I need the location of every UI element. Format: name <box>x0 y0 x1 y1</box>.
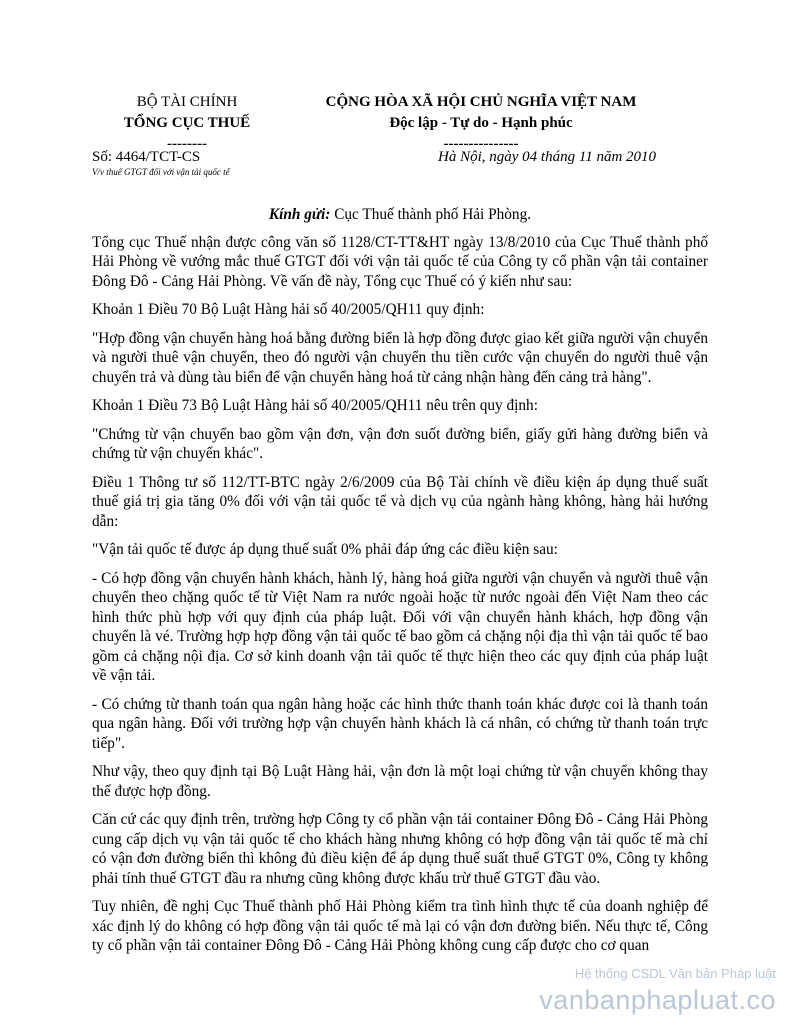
department-name: TỔNG CỤC THUẾ <box>123 115 251 131</box>
recipient-label: Kính gửi: <box>268 206 331 223</box>
paragraph: Khoản 1 Điều 70 Bộ Luật Hàng hải số 40/2005/QH11 quy định: <box>92 301 485 318</box>
agency-divider: -------- <box>167 136 207 152</box>
paragraph: Tổng cục Thuế nhận được công văn số 1128/CT-TT&HT ngày 13/8/2010 của Cục Thuế thành phố Hải Phòng về vướng mắc thuế GTGT đối với vận tải quốc tế của Công ty cổ phần vận tải container Đông Đô - Cảng Hải Phòng. Về vấn đề này, Tổng cục Thuế có ý kiến như sau: <box>92 233 708 290</box>
document-subject: V/v thuế GTGT đối với vận tải quốc tế <box>92 167 230 177</box>
paragraph: - Có hợp đồng vận chuyển hành khách, hành lý, hàng hoá giữa người vận chuyển và người thuê vận chuyển theo chặng quốc tế từ Việt Nam ra nước ngoài hoặc từ nước ngoài đến Việt Nam theo các hình thức phù hợp với quy định của pháp luật. Đối với vận chuyển hành khách, hợp đồng vận chuyển là vé. Trường hợp hợp đồng vận tải quốc tế bao gồm cả chặng nội địa thì vận tải quốc tế bao gồm cả chặng nội địa. Cơ sở kinh doanh vận tải quốc tế thực hiện theo các quy định của pháp luật về vận tải. <box>92 569 708 684</box>
document-number: Số: 4464/TCT-CS <box>92 149 201 165</box>
paragraph: Như vậy, theo quy định tại Bộ Luật Hàng hải, vận đơn là một loại chứng từ vận chuyển không thay thế được hợp đồng. <box>92 763 708 800</box>
site-watermark <box>539 966 776 1016</box>
motto: Độc lập - Tự do - Hạnh phúc <box>389 115 573 131</box>
watermark-site-name: vanbanphapluat.co <box>539 985 776 1015</box>
recipient-line <box>92 205 708 225</box>
document-date: Hà Nội, ngày 04 tháng 11 năm 2010 <box>438 149 657 165</box>
paragraph: Tuy nhiên, đề nghị Cục Thuế thành phố Hải Phòng kiểm tra tình hình thực tế của doanh nghiệp để xác định lý do không có hợp đồng vận tải quốc tế mà lại có vận đơn đường biển. Nếu thực tế, Công ty cổ phần vận tải container Đông Đô - Cảng Hải Phòng không cung cấp được cho cơ quan <box>92 898 708 954</box>
paragraph: - Có chứng từ thanh toán qua ngân hàng hoặc các hình thức thanh toán khác được coi là thanh toán qua ngân hàng. Đối với trường hợp vận chuyển hành khách là cá nhân, có chứng từ thanh toán trực tiếp". <box>92 695 708 752</box>
ministry-name: BỘ TÀI CHÍNH <box>136 94 238 110</box>
watermark-tagline: Hệ thống CSDL Văn bản Pháp luật <box>574 966 776 981</box>
paragraph: Căn cứ các quy định trên, trường hợp Công ty cổ phần vận tải container Đông Đô - Cảng Hải Phòng cung cấp dịch vụ vận tải quốc tế cho khách hàng nhưng không có hợp đồng vận tải quốc tế mà chỉ có vận đơn đường biển thì không đủ điều kiện để áp dụng thuế suất thuế GTGT 0%, Công ty không phải tính thuế GTGT đầu ra nhưng cũng không được khấu trừ thuế GTGT đầu vào. <box>92 811 708 887</box>
paragraph: "Chứng từ vận chuyển bao gồm vận đơn, vận đơn suốt đường biển, giấy gửi hàng đường biển và chứng từ vận chuyển khác". <box>92 425 708 462</box>
document-body <box>92 205 708 965</box>
country-name: CỘNG HÒA XÃ HỘI CHỦ NGHĨA VIỆT NAM <box>325 94 637 110</box>
recipient-name: Cục Thuế thành phố Hải Phòng. <box>330 206 532 223</box>
paragraph: Điều 1 Thông tư số 112/TT-BTC ngày 2/6/2009 của Bộ Tài chính về điều kiện áp dụng thuế suất thuế giá trị gia tăng 0% đối với vận tải quốc tế và dịch vụ của ngành hàng không, hàng hải hướng dẫn: <box>92 473 708 530</box>
paragraph: Khoản 1 Điều 73 Bộ Luật Hàng hải số 40/2005/QH11 nêu trên quy định: <box>92 397 538 414</box>
paragraph: "Hợp đồng vận chuyển hàng hoá bằng đường biển là hợp đồng được giao kết giữa người vận chuyển và người thuê vận chuyển, theo đó người vận chuyển thu tiền cước vận chuyển do người thuê vận chuyển trả và dùng tàu biển để vận chuyển hàng hoá từ cảng nhận hàng đến cảng trả hàng". <box>92 329 708 386</box>
motto-divider: --------------- <box>443 136 519 152</box>
national-motto-block <box>296 92 666 155</box>
paragraph: "Vận tải quốc tế được áp dụng thuế suất 0% phải đáp ứng các điều kiện sau: <box>92 541 558 558</box>
issuing-agency-block <box>92 92 282 155</box>
